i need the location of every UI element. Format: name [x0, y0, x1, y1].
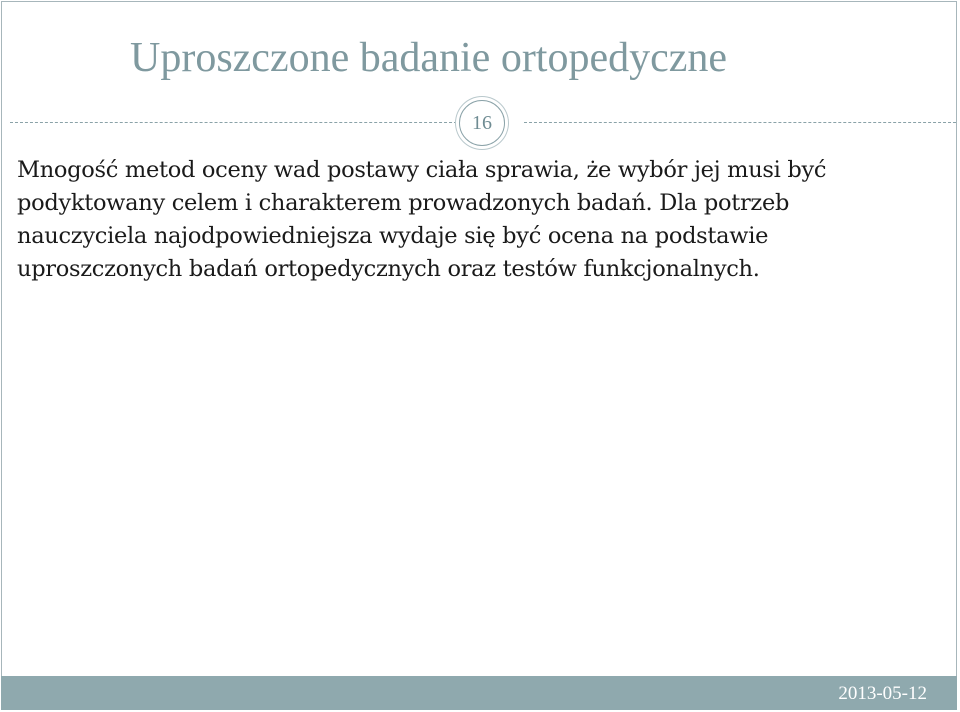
slide-number: 16: [472, 111, 492, 134]
slide: [1, 1, 957, 709]
footer-bar: [1, 676, 957, 710]
slide-number-badge: [459, 100, 505, 146]
footer-date: 2013-05-12: [838, 683, 927, 704]
slide-title: Uproszczone badanie ortopedyczne: [130, 35, 728, 81]
slide-body-text: Mnogość metod oceny wad postawy ciała sprawia, że wybór jej musi być podyktowany celem i charakterem prowadzonych badań. Dla potrzeb nauczyciela najodpowiedniejsza wydaje się być ocena na podstawie uproszczonych badań ortopedycznych oraz testów funkcjonalnych.: [17, 157, 827, 282]
title-divider-right: [524, 122, 956, 123]
title-divider-left: [10, 122, 457, 123]
